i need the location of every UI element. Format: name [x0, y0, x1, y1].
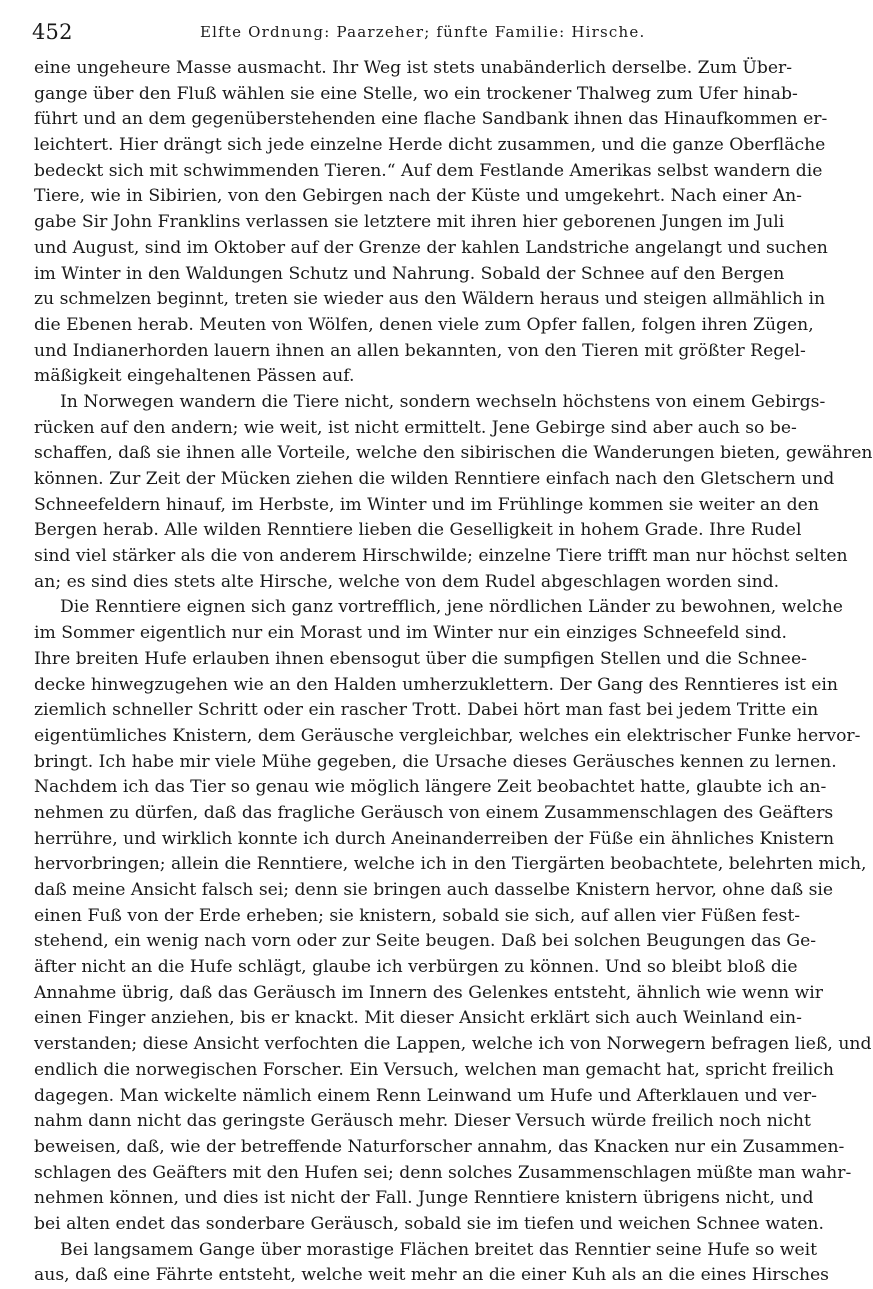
text-line: können. Zur Zeit der Mücken ziehen die wilden Renntiere einfach nach den Gletschern und — [34, 469, 835, 489]
text-line: leichtert. Hier drängt sich jede einzelne Herde dicht zusammen, und die ganze Oberfläche — [34, 135, 826, 156]
text-line: Schneefeldern hinauf, im Herbste, im Winter und im Frühlinge kommen sie weiter an den — [34, 494, 819, 515]
page-header — [32, 18, 733, 46]
text-line: bei alten endet das sonderbare Geräusch, sobald sie im tiefen und weichen Schnee waten. — [34, 1213, 824, 1234]
text-line: und August, sind im Oktober auf der Grenze der kahlen Landstriche angelangt und suchen — [34, 237, 828, 258]
text-line: gange über den Fluß wählen sie eine Stelle, wo ein trockener Thalweg zum Ufer hinab- — [34, 83, 798, 104]
text-line: dagegen. Man wickelte nämlich einem Renn Leinwand um Hufe und Afterklauen und ver- — [34, 1085, 817, 1106]
text-line: schaffen, daß sie ihnen alle Vorteile, welche den sibirischen die Wanderungen bieten, gewähren — [34, 443, 873, 464]
text-line: Annahme übrig, daß das Geräusch im Innern des Gelenkes entsteht, ähnlich wie wenn wir — [34, 982, 823, 1003]
text-line: Die Renntiere eignen sich ganz vortrefflich, jene nördlichen Länder zu bewohnen, welche — [60, 597, 843, 618]
text-line: einen Finger anziehen, bis er knackt. Mit dieser Ansicht erklärt sich auch Weinland ein- — [34, 1008, 802, 1029]
text-line: In Norwegen wandern die Tiere nicht, sondern wechseln höchstens von einem Gebirgs- — [60, 391, 826, 412]
text-line: bedeckt sich mit schwimmenden Tieren.“ Auf dem Festlande Amerikas selbst wandern die — [34, 160, 823, 181]
text-line: die Ebenen herab. Meuten von Wölfen, denen viele zum Opfer fallen, folgen ihren Zügen, — [34, 314, 814, 335]
text-line: herrühre, und wirklich konnte ich durch Aneinanderreiben der Füße ein ähnliches Knistern — [34, 828, 835, 849]
text-line: mäßigkeit eingehaltenen Pässen auf. — [34, 366, 355, 387]
text-line: daß meine Ansicht falsch sei; denn sie bringen auch dasselbe Knistern hervor, ohne daß sie — [34, 880, 834, 900]
text-line: beweisen, daß, wie der betreffende Naturforscher annahm, das Knacken nur ein Zusammen- — [34, 1136, 845, 1157]
page-number: 452 — [32, 20, 73, 44]
text-line: Bergen herab. Alle wilden Renntiere lieben die Geselligkeit in hohem Grade. Ihre Rudel — [34, 520, 802, 541]
text-line: sind viel stärker als die von anderem Hirschwilde; einzelne Tiere trifft man nur höchst selten — [34, 546, 848, 567]
text-line: stehend, ein wenig nach vorn oder zur Seite beugen. Daß bei solchen Beugungen das Ge- — [34, 931, 817, 952]
text-line: an; es sind dies stets alte Hirsche, welche von dem Rudel abgeschlagen worden sind. — [34, 571, 780, 592]
text-line: im Winter in den Waldungen Schutz und Nahrung. Sobald der Schnee auf den Bergen — [34, 263, 785, 284]
text-line: Ihre breiten Hufe erlauben ihnen ebensogut über die sumpfigen Stellen und die Schnee- — [34, 648, 807, 669]
text-line: hervorbringen; allein die Renntiere, welche ich in den Tiergärten beobachtete, belehrten mich, — [34, 854, 867, 875]
body-text — [34, 56, 873, 1289]
text-line: Tiere, wie in Sibirien, von den Gebirgen nach der Küste und umgekehrt. Nach einer An- — [34, 186, 802, 207]
running-title: Elfte Ordnung: Paarzeher; fünfte Familie: Hirsche. — [200, 23, 646, 41]
text-line: Nachdem ich das Tier so genau wie möglich längere Zeit beobachtet hatte, glaubte ich an- — [34, 777, 827, 798]
text-line: aus, daß eine Fährte entsteht, welche weit mehr an die einer Kuh als an die eines Hirsches — [34, 1265, 830, 1286]
text-line: bringt. Ich habe mir viele Mühe gegeben, die Ursache dieses Geräusches kennen zu lernen. — [34, 751, 837, 772]
text-line: rücken auf den andern; wie weit, ist nicht ermittelt. Jene Gebirge sind aber auch so be- — [34, 417, 797, 438]
text-line: nehmen zu dürfen, daß das fragliche Geräusch von einem Zusammenschlagen des Geäfters — [34, 802, 834, 823]
text-line: gabe Sir John Franklins verlassen sie letztere mit ihren hier geborenen Jungen im Juli — [34, 212, 785, 233]
text-line: endlich die norwegischen Forscher. Ein Versuch, welchen man gemacht hat, spricht freilich — [34, 1059, 834, 1080]
text-line: nahm dann nicht das geringste Geräusch mehr. Dieser Versuch würde freilich noch nicht — [34, 1111, 811, 1132]
text-line: zu schmelzen beginnt, treten sie wieder aus den Wäldern heraus und steigen allmählich in — [34, 289, 826, 310]
text-line: äfter nicht an die Hufe schlägt, glaube ich verbürgen zu können. Und so bleibt bloß die — [34, 957, 798, 978]
text-line: ziemlich schneller Schritt oder ein rascher Trott. Dabei hört man fast bei jedem Tritte ein — [34, 700, 819, 721]
text-line: Bei langsamem Gange über morastige Flächen breitet das Renntier seine Hufe so weit — [60, 1239, 818, 1260]
text-line: nehmen können, und dies ist nicht der Fall. Junge Renntiere knistern übrigens nicht, und — [34, 1188, 814, 1209]
text-line: und Indianerhorden lauern ihnen an allen bekannten, von den Tieren mit größter Regel- — [34, 340, 806, 361]
text-line: eine ungeheure Masse ausmacht. Ihr Weg ist stets unabänderlich derselbe. Zum Über- — [34, 58, 793, 78]
text-line: schlagen des Geäfters mit den Hufen sei; denn solches Zusammenschlagen müßte man wahr- — [34, 1162, 852, 1183]
text-line: verstanden; diese Ansicht verfochten die Lappen, welche ich von Norwegern befragen ließ, und — [34, 1034, 872, 1055]
text-line: decke hinwegzugehen wie an den Halden umherzuklettern. Der Gang des Renntieres ist ein — [34, 674, 838, 695]
text-line: im Sommer eigentlich nur ein Morast und im Winter nur ein einziges Schneefeld sind. — [34, 623, 787, 644]
text-line: führt und an dem gegenüberstehenden eine flache Sandbank ihnen das Hinaufkommen er- — [34, 109, 828, 130]
text-line: eigentümliches Knistern, dem Geräusche vergleichbar, welches ein elektrischer Funke hervor- — [34, 725, 861, 746]
text-line: einen Fuß von der Erde erheben; sie knistern, sobald sie sich, auf allen vier Füßen fest- — [34, 905, 801, 926]
